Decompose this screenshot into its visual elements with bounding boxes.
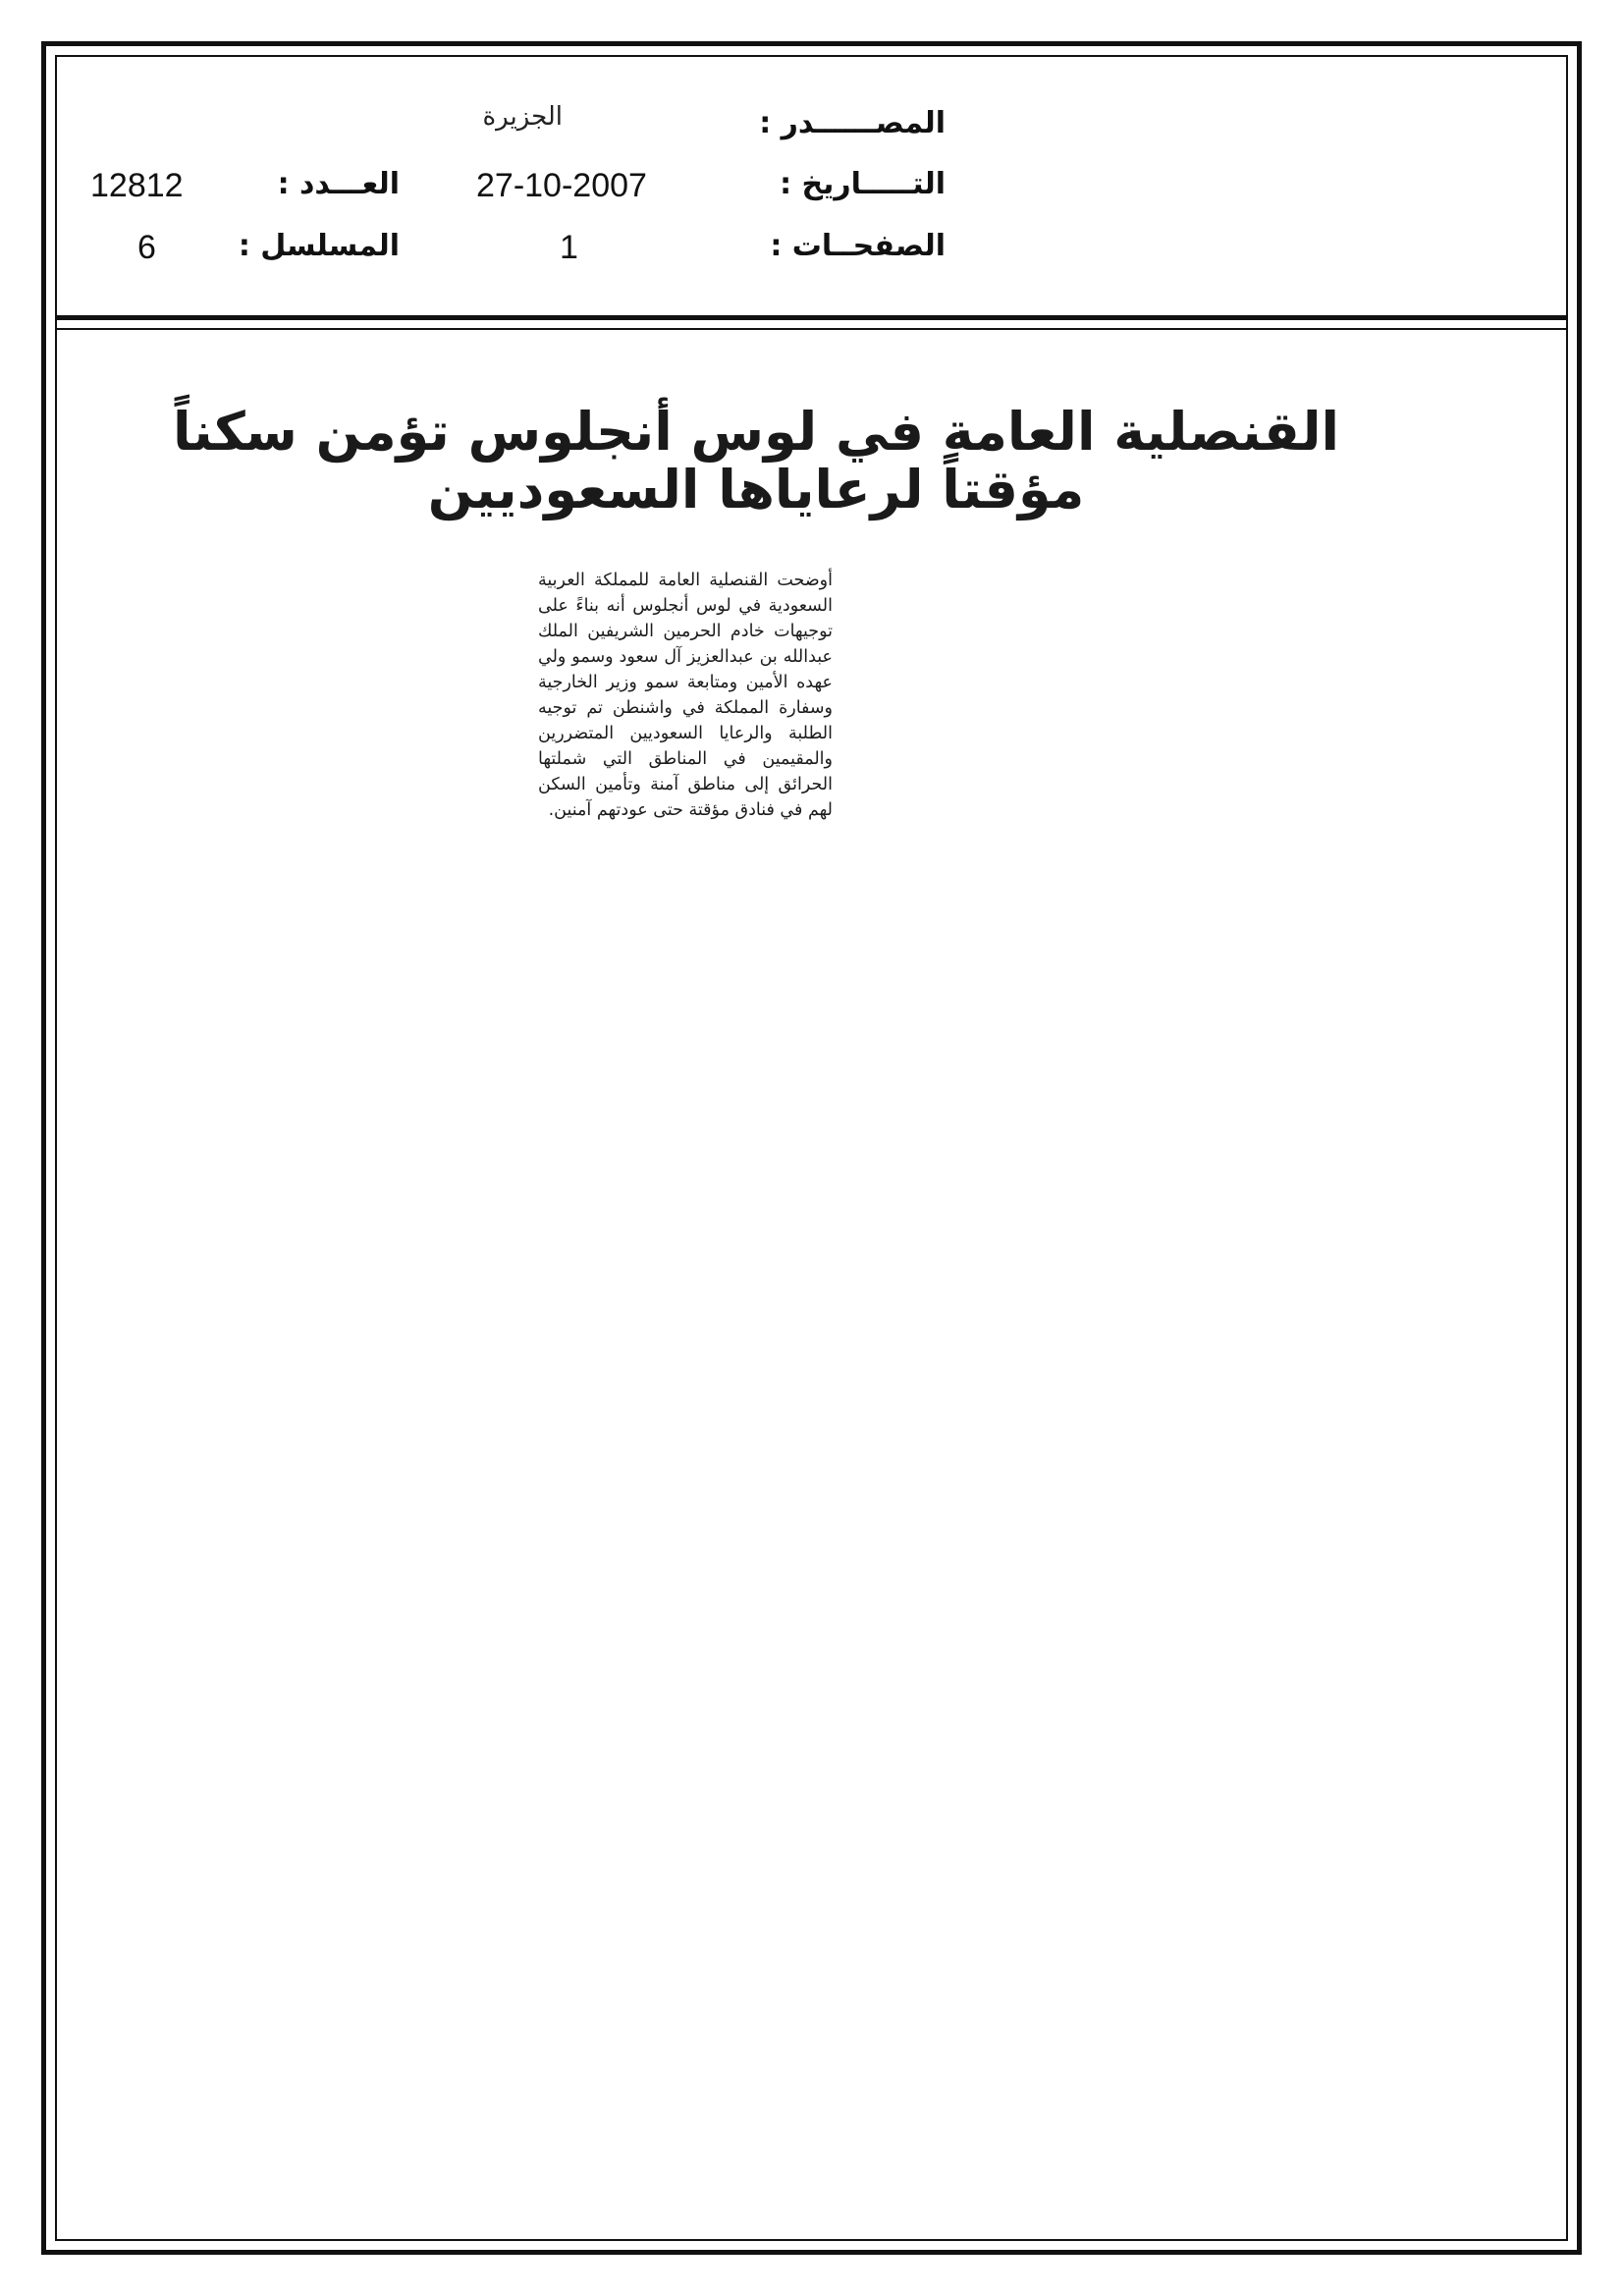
issue-label: العـــدد : [277, 167, 400, 201]
pages-label: الصفحــات : [770, 229, 946, 263]
source-label: المصــــــدر : [759, 106, 946, 140]
pages-value: 1 [560, 229, 578, 266]
serial-label: المسلسل : [238, 229, 400, 263]
article-body: أوضحت القنصلية العامة للمملكة العربية السعودية في لوس أنجلوس أنه بناءً على توجيهات خادم الحرمين الشريفين الملك عبدالله بن عبدالعزيز آل سعود وسمو ولي عهده الأمين ومتابعة سمو وزير الخارجية وسفارة المملكة في واشنطن تم توجيه الطلبة والرعايا السعوديين المتضررين والمقيمين في المناطق التي شملتها الحرائق إلى مناطق آمنة وتأمين السكن لهم في فنادق مؤقتة حتى عودتهم آمنين. [538, 571, 833, 820]
article-headline: القنصلية العامة في لوس أنجلوس تؤمن سكناً مؤقتاً لرعاياها السعوديين [173, 401, 1339, 521]
serial-value: 6 [137, 229, 156, 266]
header-divider-thin [55, 328, 1568, 330]
source-value: الجزيرة [482, 102, 563, 132]
issue-value: 12812 [90, 167, 184, 204]
date-value: 27-10-2007 [476, 167, 647, 204]
header-divider-thick [55, 315, 1568, 320]
page-inner-border [55, 55, 1568, 2241]
date-label: التـــــاريخ : [780, 167, 946, 201]
